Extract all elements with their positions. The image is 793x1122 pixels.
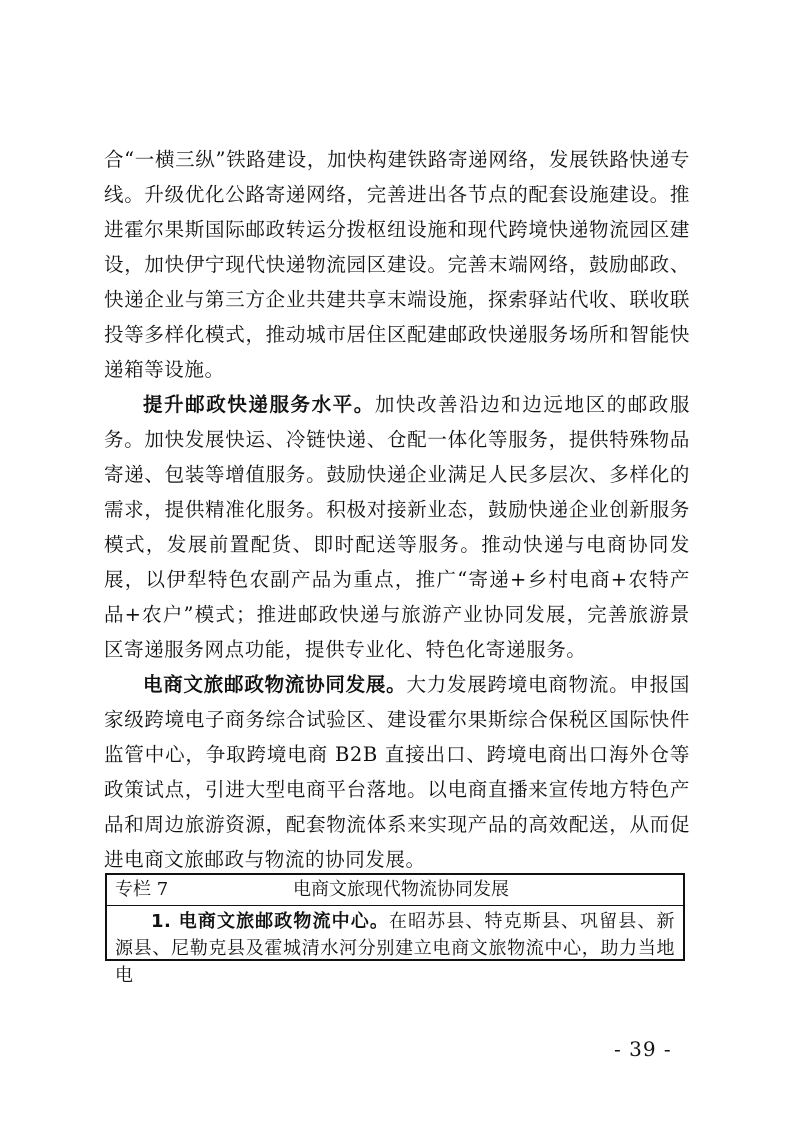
paragraph-railway-network xyxy=(104,142,690,387)
page-number: - 39 - xyxy=(614,1037,672,1061)
paragraph-body xyxy=(104,387,690,667)
box-body xyxy=(107,906,683,989)
box-header xyxy=(107,875,683,906)
paragraph-text: 合“一横三纵”铁路建设，加快构建铁路寄递网络，发展铁路快递专线。升级优化公路寄递网络，完善进出各节点的配套设施建设。推进霍尔果斯国际邮政转运分拨枢纽设施和现代跨境快递物流园区建设，加快伊宁现代快递物流园区建设。完善末端网络，鼓励邮政、快递企业与第三方企业共建共享末端设施，探索驿站代收、联收联投等多样化模式，推动城市居住区配建邮政快递服务场所和智能快递箱等设施。 xyxy=(104,148,690,381)
paragraph-text: 加快改善沿边和边远地区的邮政服务。加快发展快运、冷链快递、仓配一体化等服务，提供特殊物品寄递、包装等增值服务。鼓励快递企业满足人民多层次、多样化的需求，提供精准化服务。积极对接新业态，鼓励快递企业创新服务模式，发展前置配货、即时配送等服务。推动快递与电商协同发展，以伊犁特色农副产品为重点，推广“寄递+乡村电商+农特产品+农户”模式；推进邮政快递与旅游产业协同发展，完善旅游景区寄递服务网点功能，提供专业化、特色化寄递服务。 xyxy=(104,393,690,661)
paragraph-ecommerce-tourism xyxy=(104,667,690,877)
special-column-box xyxy=(105,873,685,986)
box-item-text: 在昭苏县、特克斯县、巩留县、新源县、尼勒克县及霍城清水河分别建立电商文旅物流中心，助力当地电 xyxy=(115,911,675,986)
box-item-heading: 1. 电商文旅邮政物流中心。 xyxy=(151,911,389,932)
paragraph-heading: 提升邮政快递服务水平。 xyxy=(143,393,375,416)
paragraph-express-service xyxy=(104,387,690,667)
box-title: 电商文旅现代物流协同发展 xyxy=(293,879,509,900)
paragraph-body xyxy=(104,667,690,877)
box-tag: 专栏 7 xyxy=(115,879,169,900)
paragraph-heading: 电商文旅邮政物流协同发展。 xyxy=(143,673,407,696)
paragraph-text: 大力发展跨境电商物流。申报国家级跨境电子商务综合试验区、建设霍尔果斯综合保税区国际快件监管中心，争取跨境电商 B2B 直接出口、跨境电商出口海外仓等政策试点，引进大型电商平台落地。以电商直播来宣传地方特色产品和周边旅游资源，配套物流体系来实现产品的高效配送，从而促进电商文旅邮政与物流的协同发展。 xyxy=(104,673,690,871)
